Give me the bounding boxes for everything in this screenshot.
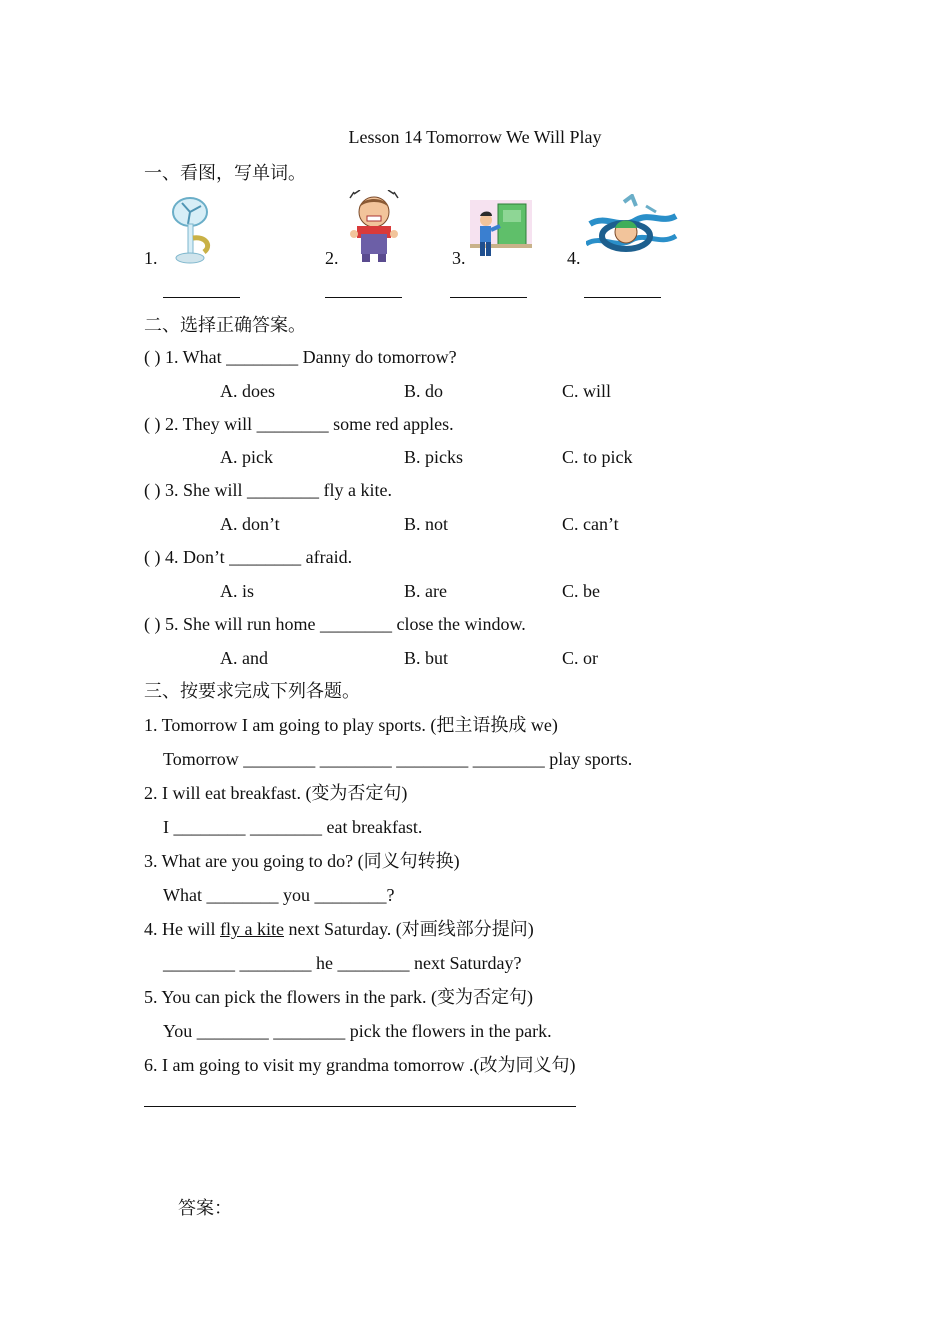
answer-blank-2[interactable]	[325, 297, 402, 298]
picture-number-2: 2.	[325, 248, 339, 268]
boy-swimming-icon	[586, 194, 678, 264]
answer-blank-1[interactable]	[163, 297, 240, 298]
mc-option-5c: C. or	[562, 648, 598, 668]
task-question-1: 1. Tomorrow I am going to play sports. (把主语换成 we)	[144, 715, 558, 735]
task-question-3: 3. What are you going to do? (同义句转换)	[144, 851, 460, 871]
mc-option-1c: C. will	[562, 381, 612, 401]
task-question-6: 6. I am going to visit my grandma tomorrow .(改为同义句)	[144, 1055, 576, 1075]
task-answer-1: Tomorrow ________ ________ ________ ________ play sports.	[163, 749, 633, 769]
task-question-4-pre: 4. He will	[144, 919, 220, 939]
mc-question-2: ( ) 2. They will ________ some red apples.	[144, 414, 454, 434]
mc-option-4b: B. are	[404, 581, 447, 601]
mc-option-5a: A. and	[220, 648, 268, 668]
mc-question-4: ( ) 4. Don’t ________ afraid.	[144, 547, 353, 567]
mc-option-5b: B. but	[404, 648, 449, 668]
mc-option-4a: A. is	[220, 581, 255, 601]
task-question-4-post: next Saturday. (对画线部分提问)	[283, 919, 534, 939]
mc-option-4c: C. be	[562, 581, 600, 601]
answer-line-6[interactable]	[144, 1106, 576, 1107]
task-question-5: 5. You can pick the flowers in the park. (变为否定句)	[144, 987, 533, 1007]
picture-number-1: 1.	[144, 248, 158, 268]
section-1-heading: 一、看图，写单词。	[144, 163, 306, 183]
mc-option-2a: A. pick	[220, 447, 273, 467]
task-answer-3: What ________ you ________?	[163, 885, 395, 905]
section-2-heading: 二、选择正确答案。	[144, 315, 306, 335]
mc-option-3c: C. can’t	[562, 514, 619, 534]
task-question-2: 2. I will eat breakfast. (变为否定句)	[144, 783, 408, 803]
mc-option-2c: C. to pick	[562, 447, 633, 467]
mc-option-3b: B. not	[404, 514, 449, 534]
fan-icon	[160, 194, 224, 266]
angry-boy-icon	[342, 190, 406, 266]
boy-at-door-icon	[470, 200, 532, 262]
mc-question-3: ( ) 3. She will ________ fly a kite.	[144, 480, 392, 500]
underlined-phrase: fly a kite	[220, 919, 284, 939]
task-answer-4: ________ ________ he ________ next Saturday?	[163, 953, 522, 973]
mc-option-1b: B. do	[404, 381, 444, 401]
section-3-heading: 三、按要求完成下列各题。	[144, 681, 360, 701]
picture-number-3: 3.	[452, 248, 466, 268]
task-question-4	[144, 918, 534, 940]
mc-question-1: ( ) 1. What ________ Danny do tomorrow?	[144, 347, 457, 367]
answer-blank-4[interactable]	[584, 297, 661, 298]
picture-number-4: 4.	[567, 248, 581, 268]
mc-option-1a: A. does	[220, 381, 275, 401]
answer-blank-3[interactable]	[450, 297, 527, 298]
mc-question-5: ( ) 5. She will run home ________ close the window.	[144, 614, 526, 634]
task-answer-5: You ________ ________ pick the flowers in the park.	[163, 1021, 552, 1041]
answer-label: 答案：	[178, 1198, 232, 1218]
mc-option-3a: A. don’t	[220, 514, 280, 534]
page-title: Lesson 14 Tomorrow We Will Play	[348, 127, 602, 147]
task-answer-2: I ________ ________ eat breakfast.	[163, 817, 423, 837]
mc-option-2b: B. picks	[404, 447, 464, 467]
